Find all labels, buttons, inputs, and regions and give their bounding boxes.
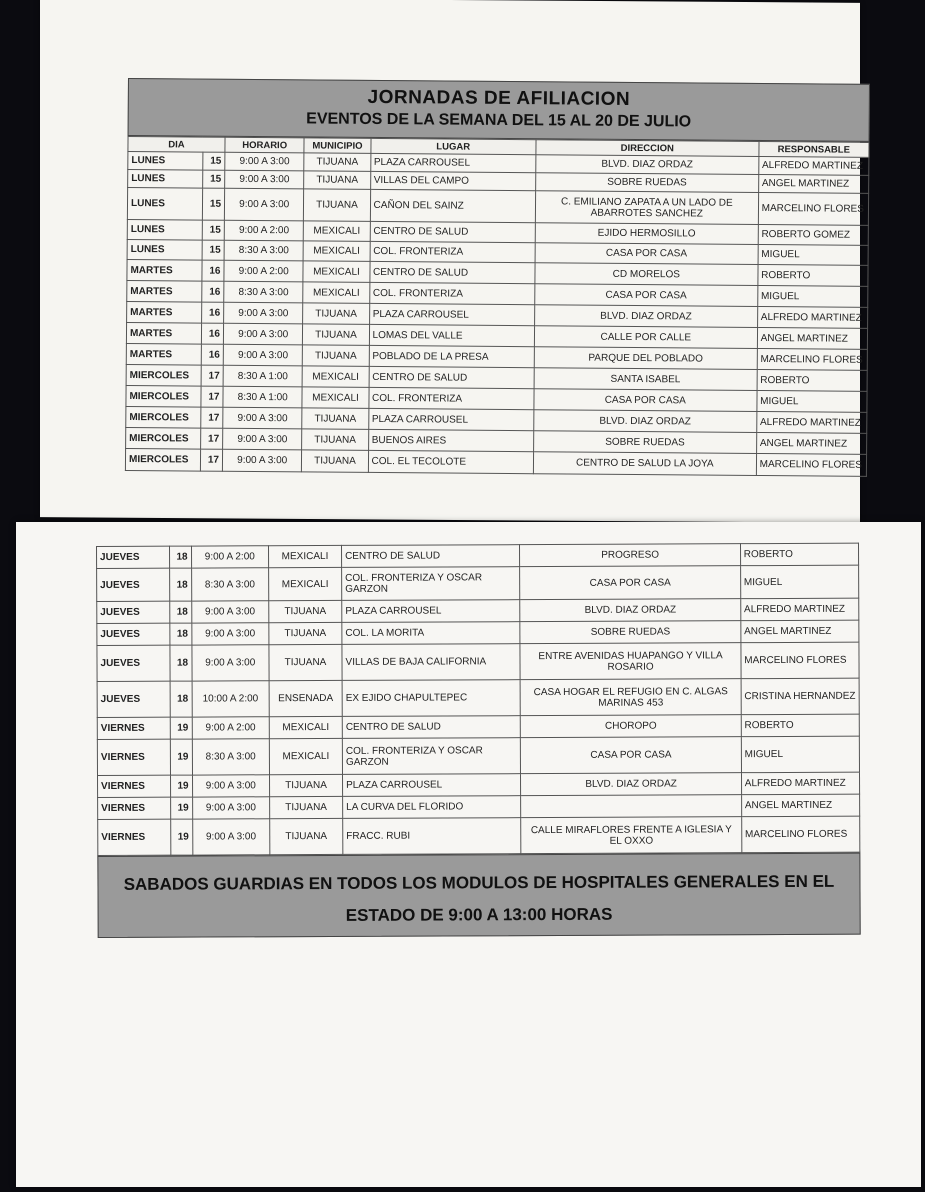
municipality-cell: MEXICALI [269,738,342,774]
hours-cell: 10:00 A 2:00 [192,681,270,717]
address-cell: BLVD. DIAZ ORDAZ [521,773,741,796]
day-cell: VIERNES [97,717,170,739]
day-cell: MIERCOLES [125,448,200,471]
hours-cell: 9:00 A 3:00 [191,645,269,681]
municipality-cell: TIJUANA [303,303,369,325]
schedule-table-top [125,136,870,477]
schedule-top [125,78,870,477]
date-cell: 18 [170,568,192,601]
municipality-cell: MEXICALI [303,261,369,283]
day-cell: LUNES [128,152,203,171]
municipality-cell: TIJUANA [269,600,342,622]
day-cell: LUNES [128,170,203,189]
table-row [97,678,859,717]
place-cell: PLAZA CARROUSEL [370,153,536,172]
day-cell: MIERCOLES [126,385,201,407]
responsible-cell: ANGEL MARTINEZ [756,432,866,454]
place-cell: POBLADO DE LA PRESA [369,345,535,367]
municipality-cell: TIJUANA [270,796,343,818]
responsible-cell: ANGEL MARTINEZ [757,327,867,349]
municipality-cell: TIJUANA [302,408,368,430]
responsible-cell: ROBERTO [757,369,867,391]
responsible-cell: CRISTINA HERNANDEZ [741,678,859,715]
address-cell: SOBRE RUEDAS [536,173,759,193]
hours-cell: 9:00 A 2:00 [191,546,268,568]
responsible-cell: MARCELINO FLORES [756,453,866,476]
address-cell: BLVD. DIAZ ORDAZ [535,305,758,328]
municipality-cell: TIJUANA [304,153,370,172]
hours-cell: 8:30 A 3:00 [224,240,304,261]
hours-cell: 9:00 A 3:00 [224,302,304,324]
responsible-cell: MARCELINO FLORES [741,642,859,679]
day-cell: LUNES [127,239,202,260]
hours-cell: 9:00 A 3:00 [224,188,304,221]
date-cell: 19 [171,775,193,797]
municipality-cell: TIJUANA [269,774,342,796]
day-cell: VIERNES [98,819,171,855]
address-cell: CALLE POR CALLE [534,326,757,349]
date-cell: 15 [202,188,224,220]
day-cell: MARTES [127,301,202,323]
place-cell: BUENOS AIRES [368,429,534,451]
hours-cell: 9:00 A 3:00 [191,623,268,645]
municipality-cell: TIJUANA [303,324,369,346]
hours-cell: 8:30 A 3:00 [191,568,269,601]
date-cell: 17 [201,386,223,407]
responsible-cell: ALFREDO MARTINEZ [756,411,866,433]
schedule-body-bottom [97,543,860,855]
header-responsable: RESPONSABLE [759,141,869,157]
place-cell: PLAZA CARROUSEL [368,408,534,430]
day-cell: MIERCOLES [126,406,201,428]
date-cell: 19 [171,819,193,855]
date-cell: 18 [170,601,192,623]
place-cell: COL. FRONTERIZA Y OSCAR GARZON [342,567,521,601]
responsible-cell: MIGUEL [757,285,867,307]
responsible-cell: MIGUEL [758,244,868,265]
place-cell: CENTRO DE SALUD [342,716,521,739]
hours-cell: 9:00 A 3:00 [192,819,270,855]
place-cell: CENTRO DE SALUD [369,366,535,388]
address-cell: CASA POR CASA [520,566,740,600]
municipality-cell: MEXICALI [268,545,341,567]
day-cell: MIERCOLES [126,364,201,386]
header-direccion: DIRECCION [536,140,759,157]
place-cell: CENTRO DE SALUD [369,261,535,283]
municipality-cell: TIJUANA [302,450,368,473]
hours-cell: 9:00 A 3:00 [222,449,302,472]
date-cell: 15 [203,170,225,188]
day-cell: JUEVES [97,546,170,568]
header-horario: HORARIO [225,137,305,153]
municipality-cell: MEXICALI [302,366,368,388]
table-row [97,736,859,775]
responsible-cell: ROBERTO [758,264,868,286]
municipality-cell: TIJUANA [303,345,369,367]
day-cell: JUEVES [97,568,170,601]
responsible-cell: MARCELINO FLORES [741,816,859,853]
place-cell: FRACC. RUBI [343,818,522,855]
hours-cell: 9:00 A 2:00 [192,717,269,739]
day-cell: LUNES [127,188,202,221]
address-cell: CASA POR CASA [535,243,758,265]
address-cell: BLVD. DIAZ ORDAZ [520,599,740,622]
municipality-cell: TIJUANA [302,429,368,451]
responsible-cell: ALFREDO MARTINEZ [758,156,868,175]
date-cell: 17 [201,365,223,386]
municipality-cell: MEXICALI [303,241,369,262]
place-cell: VILLAS DEL CAMPO [370,171,536,190]
hours-cell: 9:00 A 3:00 [223,428,303,450]
date-cell: 16 [201,344,223,365]
page-subtitle: EVENTOS DE LA SEMANA DEL 15 AL 20 DE JULIO [306,110,692,131]
address-cell: SOBRE RUEDAS [520,621,740,644]
date-cell: 18 [170,546,192,568]
day-cell: MARTES [127,259,202,281]
municipality-cell: TIJUANA [270,818,343,854]
day-cell: VIERNES [98,797,171,819]
address-cell: CASA POR CASA [521,737,741,774]
municipality-cell: MEXICALI [302,387,368,409]
header-municipio: MUNICIPIO [304,138,370,154]
date-cell: 15 [202,240,224,260]
place-cell: PLAZA CARROUSEL [342,600,521,623]
hours-cell: 9:00 A 2:00 [224,220,304,241]
municipality-cell: TIJUANA [304,171,370,190]
place-cell: CENTRO DE SALUD [342,545,521,568]
place-cell: LOMAS DEL VALLE [369,324,535,346]
footer-line-1: SABADOS GUARDIAS EN TODOS LOS MODULOS DE HOSPITALES GENERALES EN EL [123,871,835,894]
day-cell: LUNES [127,219,202,240]
municipality-cell: TIJUANA [269,644,342,680]
day-cell: VIERNES [97,739,170,775]
municipality-cell: MEXICALI [269,567,342,600]
place-cell: EX EJIDO CHAPULTEPEC [342,680,521,717]
hours-cell: 8:30 A 1:00 [223,386,303,408]
address-cell: CASA POR CASA [534,389,757,412]
hours-cell: 9:00 A 3:00 [223,407,303,429]
address-cell: ENTRE AVENIDAS HUAPANGO Y VILLA ROSARIO [520,643,740,680]
day-cell: MARTES [127,280,202,302]
table-row [98,816,860,855]
date-cell: 17 [201,428,223,449]
address-cell: PARQUE DEL POBLADO [534,347,757,370]
municipality-cell: MEXICALI [303,282,369,304]
date-cell: 19 [170,717,192,739]
address-cell [521,795,741,818]
responsible-cell: MIGUEL [740,565,858,599]
responsible-cell: ANGEL MARTINEZ [758,174,868,193]
responsible-cell: ANGEL MARTINEZ [741,620,859,643]
schedule-bottom [96,543,861,938]
responsible-cell: MIGUEL [741,736,859,773]
date-cell: 19 [170,739,192,775]
place-cell: COL. FRONTERIZA [370,241,536,262]
day-cell: JUEVES [97,681,170,717]
date-cell: 16 [202,281,224,302]
day-cell: MIERCOLES [126,427,201,449]
header-lugar: LUGAR [370,138,536,154]
place-cell: CENTRO DE SALUD [370,221,536,242]
place-cell: COL. FRONTERIZA [369,282,535,304]
day-cell: JUEVES [97,601,170,623]
place-cell: COL. EL TECOLOTE [368,450,534,473]
hours-cell: 8:30 A 3:00 [192,739,270,775]
day-cell: JUEVES [97,645,170,681]
address-cell: EJIDO HERMOSILLO [535,223,758,245]
responsible-cell: MARCELINO FLORES [757,348,867,370]
hours-cell: 9:00 A 3:00 [192,775,269,797]
day-cell: JUEVES [97,623,170,645]
hours-cell: 9:00 A 3:00 [225,152,305,171]
footer-banner [97,853,860,938]
place-cell: PLAZA CARROUSEL [369,303,535,325]
responsible-cell: ROBERTO [740,543,858,566]
table-row [97,642,859,681]
day-cell: MARTES [126,343,201,365]
responsible-cell: ALFREDO MARTINEZ [757,306,867,328]
address-cell: CD MORELOS [535,263,758,286]
address-cell: SANTA ISABEL [534,368,757,391]
date-cell: 16 [202,260,224,281]
municipality-cell: TIJUANA [304,189,370,222]
responsible-cell: MARCELINO FLORES [758,192,869,225]
hours-cell: 9:00 A 3:00 [223,344,303,366]
schedule-body-top [125,152,868,477]
date-cell: 15 [203,152,225,170]
date-cell: 16 [202,302,224,323]
responsible-cell: ALFREDO MARTINEZ [741,772,859,795]
date-cell: 17 [201,407,223,428]
date-cell: 18 [170,623,192,645]
date-cell: 18 [170,645,192,681]
day-cell: MARTES [126,322,201,344]
place-cell: PLAZA CARROUSEL [343,774,522,797]
address-cell: CALLE MIRAFLORES FRENTE A IGLESIA Y EL OXXO [521,817,741,854]
responsible-cell: ALFREDO MARTINEZ [740,598,858,621]
responsible-cell: ROBERTO GOMEZ [758,224,868,245]
municipality-cell: ENSENADA [269,680,342,716]
date-cell: 17 [200,449,222,471]
responsible-cell: MIGUEL [757,390,867,412]
address-cell: BLVD. DIAZ ORDAZ [534,410,757,433]
place-cell: VILLAS DE BAJA CALIFORNIA [342,644,521,681]
table-row [97,565,859,601]
address-cell: CENTRO DE SALUD LA JOYA [533,452,756,476]
municipality-cell: TIJUANA [269,622,342,644]
address-cell: C. EMILIANO ZAPATA A UN LADO DE ABARROTES SANCHEZ [535,191,758,225]
hours-cell: 8:30 A 3:00 [224,281,304,303]
date-cell: 18 [170,681,192,717]
address-cell: PROGRESO [520,544,740,567]
day-cell: VIERNES [98,775,171,797]
address-cell: CHOROPO [521,715,741,738]
hours-cell: 9:00 A 3:00 [225,170,305,189]
hours-cell: 9:00 A 3:00 [191,601,268,623]
place-cell: COL. FRONTERIZA Y OSCAR GARZON [342,738,521,775]
address-cell: CASA POR CASA [535,284,758,307]
hours-cell: 8:30 A 1:00 [223,365,303,387]
address-cell: CASA HOGAR EL REFUGIO EN C. ALGAS MARINAS 453 [521,679,741,716]
responsible-cell: ROBERTO [741,714,859,737]
footer-line-2: ESTADO DE 9:00 A 13:00 HORAS [345,904,613,925]
place-cell: COL. LA MORITA [342,622,521,645]
municipality-cell: MEXICALI [304,221,370,242]
page-title: JORNADAS DE AFILIACION [367,86,631,110]
schedule-table-bottom [96,543,860,856]
date-cell: 19 [171,797,193,819]
date-cell: 15 [202,220,224,240]
address-cell: SOBRE RUEDAS [534,431,757,454]
hours-cell: 9:00 A 2:00 [224,260,304,282]
place-cell: CAÑON DEL SAINZ [370,189,536,222]
header-dia: DIA [128,137,225,153]
date-cell: 16 [201,323,223,344]
hours-cell: 9:00 A 3:00 [192,797,269,819]
place-cell: COL. FRONTERIZA [368,387,534,409]
place-cell: LA CURVA DEL FLORIDO [343,796,522,819]
hours-cell: 9:00 A 3:00 [223,323,303,345]
title-banner [128,78,870,142]
address-cell: BLVD. DIAZ ORDAZ [536,155,759,175]
municipality-cell: MEXICALI [269,716,342,738]
responsible-cell: ANGEL MARTINEZ [741,794,859,817]
